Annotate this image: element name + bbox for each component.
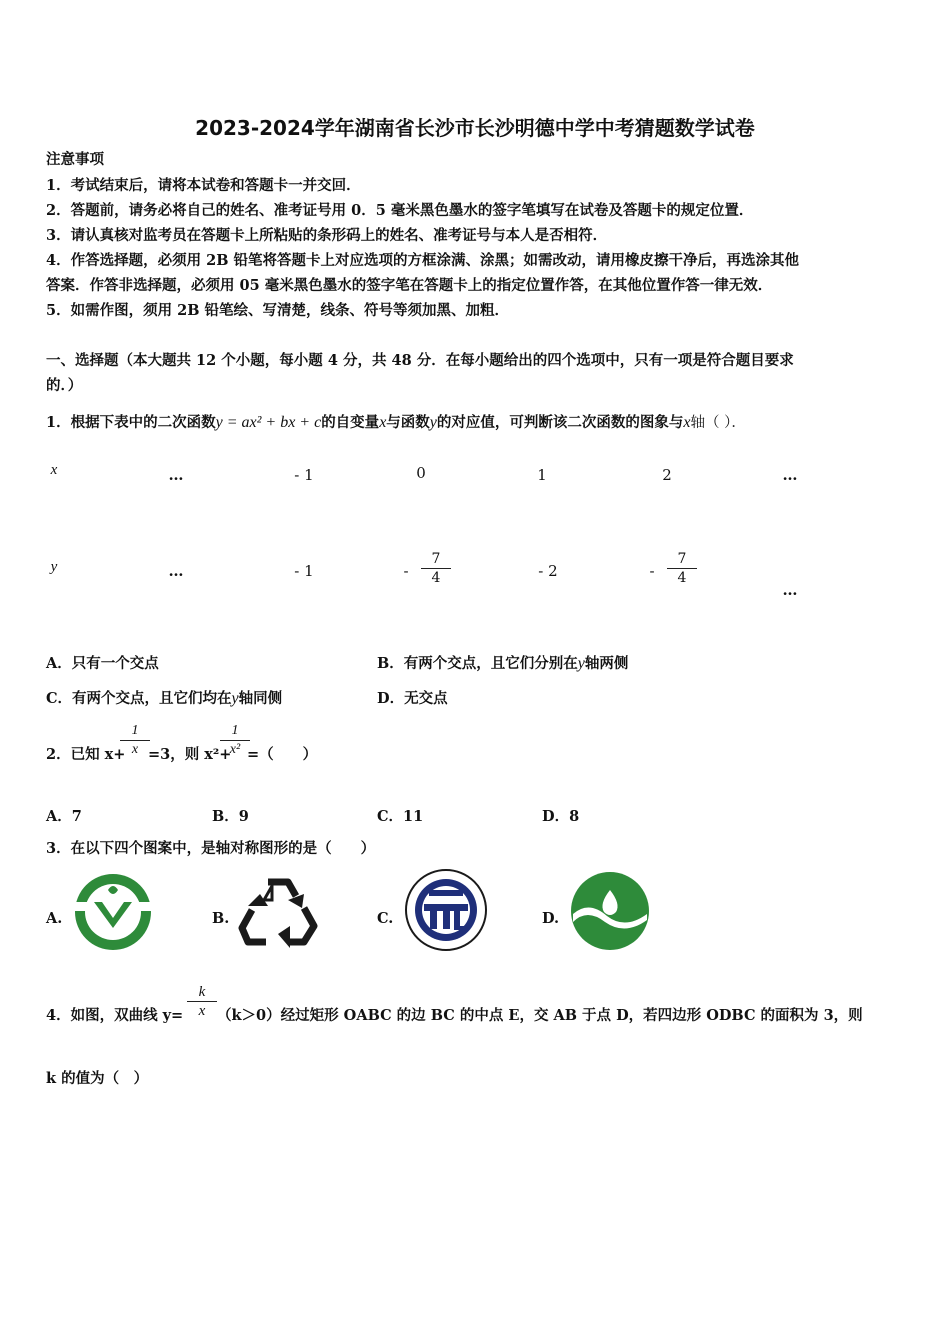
table-cell: … [168,562,184,580]
q2-option-a[interactable]: A．7 [46,808,82,825]
table-cell: 0 [416,464,426,482]
table-cell: - [403,562,409,580]
circle-emblem-logo-icon [404,868,488,952]
q4-stem-part: （k＞0）经过矩形 OABC 的边 BC 的中点 E，交 AB 于点 D，若四边形 ODBC 的面积为 3，则 [217,1007,863,1024]
q1-option-c[interactable]: C．有两个交点，且它们均在y轴同侧 [46,690,283,707]
table-cell: … [168,466,184,484]
q3-option-d-label[interactable]: D. [542,910,560,927]
fraction: $\frac{7}{4}$ [667,550,697,587]
notice-item: 4．作答选择题，必须用 2B 铅笔将答题卡上对应选项的方框涂满、涂黑；如需改动，请用橡皮擦干净后，再选涂其他 [46,252,800,269]
q2-option-d[interactable]: D．8 [542,808,580,825]
fraction: $\frac{k}{x}$ [187,983,217,1020]
recycle-logo-icon [238,872,318,950]
notice-item: 3．请认真核对监考员在答题卡上所粘贴的条形码上的姓名、准考证号与本人是否相符． [46,227,608,244]
q2-stem-part: 2．已知 x+ [46,746,126,763]
water-drop-logo-icon [569,870,651,952]
q4-stem-cont: k 的值为（ ） [46,1070,149,1087]
table-cell: - 1 [294,466,314,484]
q3-option-a-label[interactable]: A. [46,910,63,927]
table-cell: 1 [537,466,547,484]
q2-stem-part: =（ ） [247,746,318,763]
table-cell: … [782,466,798,484]
table-cell: 2 [662,466,672,484]
q2-option-c[interactable]: C．11 [377,808,424,825]
q1-option-d[interactable]: D．无交点 [377,690,448,707]
q3-option-b-label[interactable]: B. [212,910,230,927]
q3-option-c-label[interactable]: C. [377,910,394,927]
fraction: $\frac{1}{\text{x²}}$ [220,722,250,759]
q1-option-a[interactable]: A．只有一个交点 [46,655,159,672]
page-title: 2023-2024学年湖南省长沙市长沙明德中学中考猜题数学试卷 [195,116,755,140]
notice-item: 答案．作答非选择题，必须用 05 毫米黑色墨水的签字笔在答题卡上的指定位置作答，在其他位置作答一律无效． [46,277,773,294]
notice-heading: 注意事项 [46,151,104,168]
fraction: $\frac{1}{x}$ [120,722,150,759]
table-cell: - 2 [538,562,558,580]
q1-option-b[interactable]: B．有两个交点，且它们分别在y轴两侧 [377,655,629,672]
table-cell: - [649,562,655,580]
table-cell: x [50,462,58,478]
notice-item: 5．如需作图，须用 2B 铅笔绘、写清楚，线条、符号等须加黑、加粗． [46,302,510,319]
fraction: $\frac{7}{4}$ [421,550,451,587]
green-food-logo-icon [72,872,154,952]
q1-formula: y = ax² + bx + c [215,414,322,431]
notice-item: 1．考试结束后，请将本试卷和答题卡一并交回． [46,177,361,194]
q3-stem: 3．在以下四个图案中，是轴对称图形的是（ ） [46,840,376,857]
notice-item: 2．答题前，请务必将自己的姓名、准考证号用 0．5 毫米黑色墨水的签字笔填写在试卷及答题卡的规定位置． [46,202,754,219]
table-cell: - 1 [294,562,314,580]
q1-stem: 1．根据下表中的二次函数y = ax² + bx + c的自变量x与函数y的对应值，可判断该二次函数的图象与x轴（ ）． [46,414,746,431]
table-cell: y [50,559,58,575]
q2-option-b[interactable]: B．9 [212,808,249,825]
section-heading: 一、选择题（本大题共 12 个小题，每小题 4 分，共 48 分．在每小题给出的四个选项中，只有一项是符合题目要求 [46,352,794,369]
table-cell: … [782,581,798,599]
section-heading-cont: 的．） [46,377,83,394]
q4-stem-part: 4．如图，双曲线 y= [46,1007,184,1024]
q2-stem-part: =3，则 x²+ [148,746,232,763]
